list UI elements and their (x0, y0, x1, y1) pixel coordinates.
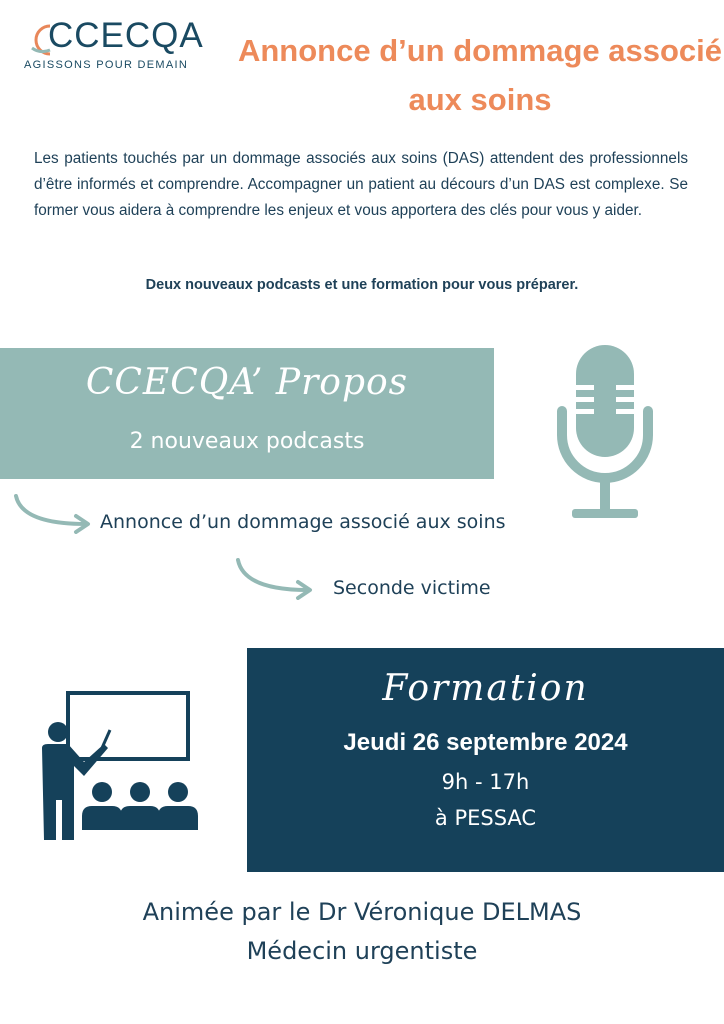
arrow-icon (12, 494, 102, 534)
podcast-episode-2: Seconde victime (333, 577, 491, 599)
teacher-classroom-icon (36, 690, 216, 840)
formation-hours: 9h - 17h (441, 770, 530, 794)
speaker-role: Médecin urgentiste (246, 937, 478, 965)
page-title: Annonce d’un dommage associé aux soins (237, 33, 723, 117)
podcast-episode-1: Annonce d’un dommage associé aux soins (100, 511, 506, 533)
podcast-series-title: CCECQA’ Propos (85, 362, 409, 403)
logo-tagline: AGISSONS POUR DEMAIN (24, 59, 189, 71)
arrow-icon (234, 558, 324, 600)
speaker-name: Animée par le Dr Véronique DELMAS (142, 898, 582, 926)
tagline: Deux nouveaux podcasts et une formation pour vous préparer. (145, 277, 579, 293)
podcast-count: 2 nouveaux podcasts (129, 429, 365, 454)
formation-place: à PESSAC (434, 806, 537, 830)
intro-paragraph: Les patients touchés par un dommage associés aux soins (DAS) attendent des professionnels d’être informés et comprendre. Accompagner un patient au décours d’un DAS est complexe. Se former vous aidera à comprendre les enjeux et vous apportera des clés pour vous y aider. (34, 150, 688, 219)
formation-label: Formation (382, 668, 589, 709)
logo-name: CCECQA (48, 16, 204, 55)
formation-date: Jeudi 26 septembre 2024 (343, 729, 628, 756)
microphone-icon (550, 345, 660, 525)
